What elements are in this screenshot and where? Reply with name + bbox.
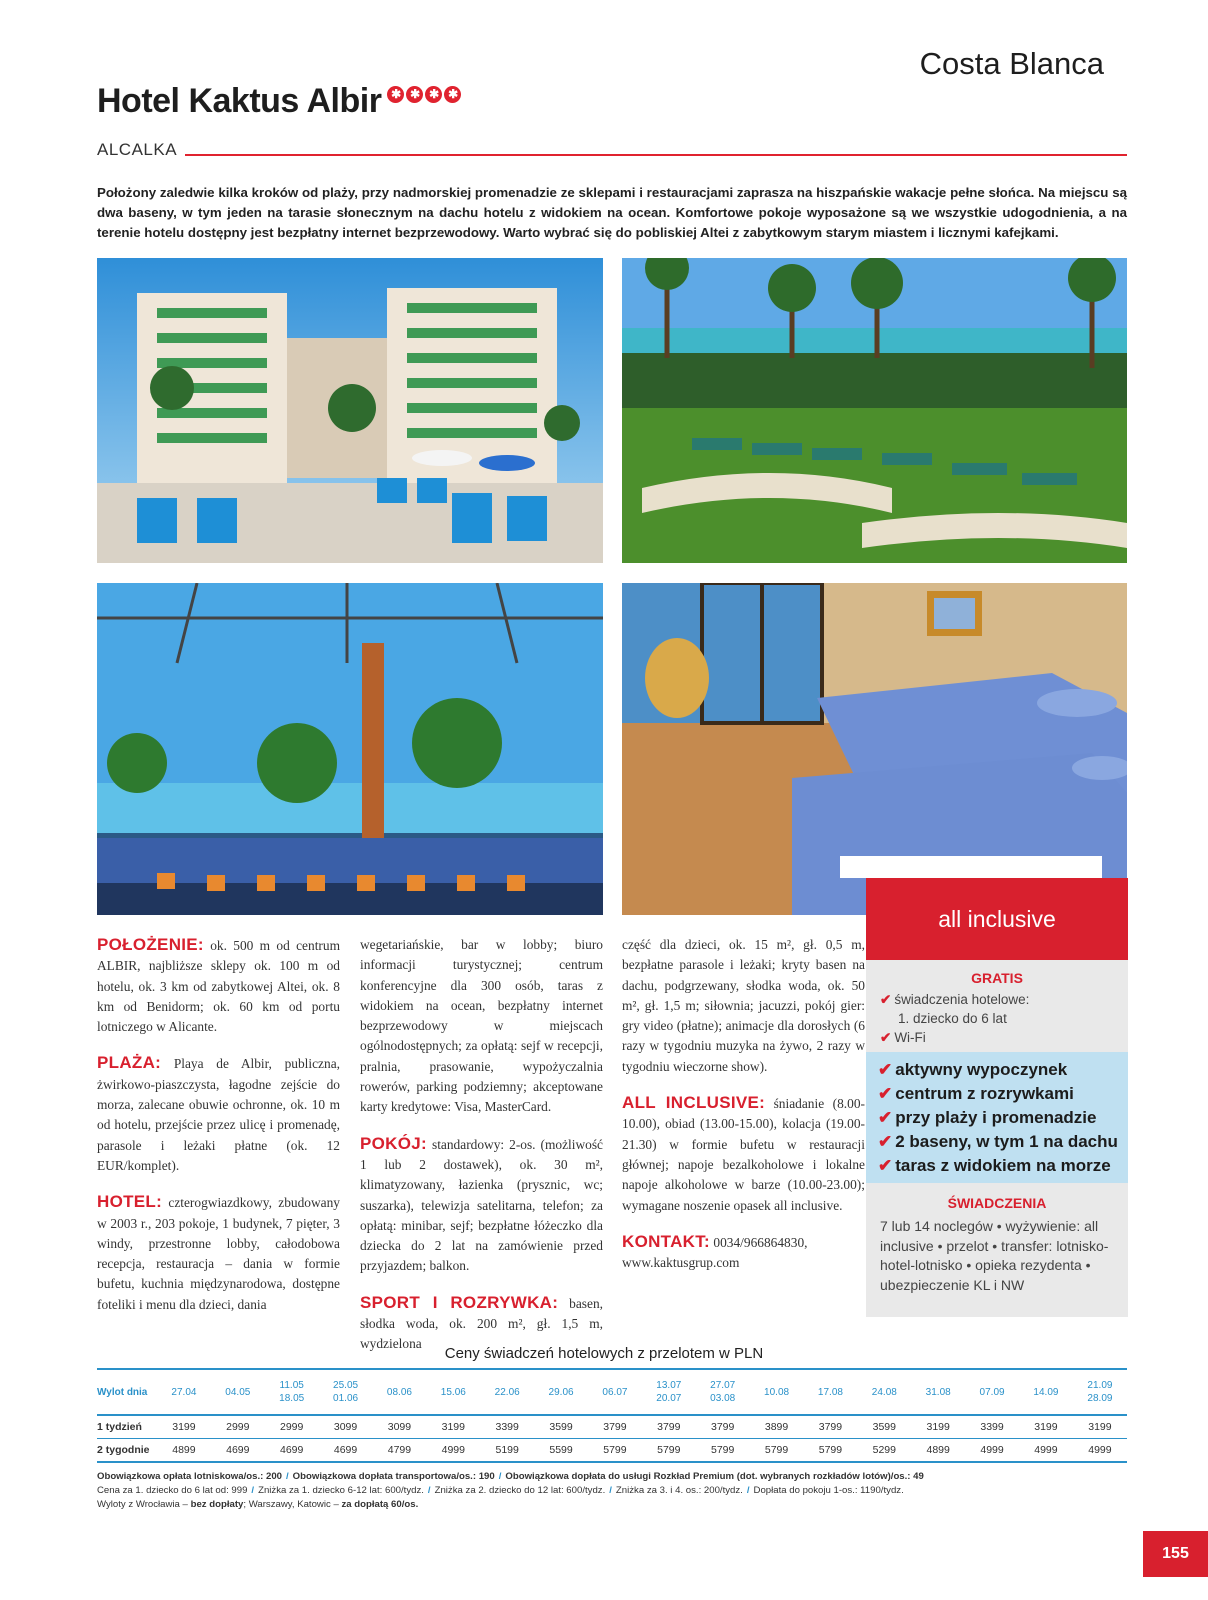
table-price-cell: 4799 bbox=[373, 1439, 427, 1463]
contact-phone: 0034/966864830, bbox=[713, 1234, 808, 1250]
section-text-polozenie: ok. 500 m od centrum ALBIR, najbliższe sklepy ok. 100 m od hotelu, ok. 3 km od zabytkowej Altei, ok. 8 km od Benidorm; ok. 60 km od portu lotniczego w Alicante. bbox=[97, 938, 340, 1035]
table-price-cell: 3099 bbox=[319, 1415, 373, 1439]
table-price-cell: 5799 bbox=[696, 1439, 750, 1463]
table-date-cell: 31.08 bbox=[911, 1369, 965, 1415]
table-date-cell: 13.07 20.07 bbox=[642, 1369, 696, 1415]
table-date-cell: 04.05 bbox=[211, 1369, 265, 1415]
table-price-cell: 3099 bbox=[373, 1415, 427, 1439]
header-divider bbox=[185, 154, 1127, 156]
table-price-cell: 4999 bbox=[1073, 1439, 1127, 1463]
check-icon: ✔ bbox=[878, 1084, 893, 1103]
table-price-cell: 4999 bbox=[965, 1439, 1019, 1463]
section-heading-plaza: PLAŻA: bbox=[97, 1053, 162, 1073]
notes-line-2: Cena za 1. dziecko do 6 lat od: 999 / Zniżka za 1. dziecko 6-12 lat: 600/tydz. / Zniżka za 2. dziecko do 12 lat: 600/tydz. / Zniżka za 3. i 4. os.: 200/tydz. / Dopłata do pokoju 1-os.: 1190/tydz. bbox=[97, 1485, 904, 1496]
feature-item: ✔ centrum z rozrywkami bbox=[878, 1084, 1074, 1103]
check-icon: ✔ bbox=[880, 1030, 892, 1045]
table-date-cell: 21.09 28.09 bbox=[1073, 1369, 1127, 1415]
table-price-cell: 3399 bbox=[965, 1415, 1019, 1439]
photo-garden-terrace bbox=[622, 258, 1127, 563]
table-price-cell: 3599 bbox=[534, 1415, 588, 1439]
gratis-panel bbox=[866, 960, 1128, 1052]
swiadczenia-panel bbox=[866, 1183, 1128, 1317]
all-inclusive-banner: all inclusive bbox=[866, 878, 1128, 960]
gratis-item: 1. dziecko do 6 lat bbox=[898, 1011, 1007, 1026]
table-date-cell: 27.07 03.08 bbox=[696, 1369, 750, 1415]
table-date-cell: 25.05 01.06 bbox=[319, 1369, 373, 1415]
table-price-cell: 4999 bbox=[426, 1439, 480, 1463]
table-price-cell: 5199 bbox=[480, 1439, 534, 1463]
section-heading-polozenie: POŁOŻENIE: bbox=[97, 935, 204, 954]
gratis-item: ✔ świadczenia hotelowe: bbox=[880, 992, 1030, 1007]
note-single-supplement: Dopłata do pokoju 1-os.: 1190/tydz. bbox=[753, 1485, 904, 1496]
price-table bbox=[97, 1368, 1127, 1463]
offer-sidebox bbox=[866, 878, 1128, 1317]
table-header-label: Wylot dnia bbox=[97, 1369, 157, 1415]
star-icon: ✱ bbox=[406, 86, 423, 103]
table-date-cell: 08.06 bbox=[373, 1369, 427, 1415]
table-row bbox=[97, 1439, 1127, 1463]
section-text-plaza: Playa de Albir, publiczna, żwirkowo-piaszczysta, łagodne zejście do morza, zalecane obuwie ochronne, ok. 10 m od hotelu, przejście przez ulicę i promenadę, parasole i leżaki płatne (ok. 12 EUR/komplet). bbox=[97, 1056, 340, 1173]
photo-pool-bar bbox=[97, 583, 603, 915]
note-premium-fee: Obowiązkowa dopłata do usługi Rozkład Premium (dot. wybranych rozkładów lotów)/os.: 49 bbox=[505, 1471, 924, 1482]
price-table-title: Ceny świadczeń hotelowych z przelotem w PLN bbox=[444, 1345, 764, 1362]
table-price-cell: 3599 bbox=[857, 1415, 911, 1439]
features-panel bbox=[866, 1052, 1128, 1183]
swiadczenia-title: ŚWIADCZENIA bbox=[947, 1195, 1047, 1211]
region-name: Costa Blanca bbox=[919, 46, 1104, 81]
table-date-cell: 17.08 bbox=[804, 1369, 858, 1415]
table-date-cell: 24.08 bbox=[857, 1369, 911, 1415]
gratis-item: ✔ Wi-Fi bbox=[880, 1030, 926, 1045]
table-price-cell: 4899 bbox=[911, 1439, 965, 1463]
table-price-cell: 3799 bbox=[804, 1415, 858, 1439]
banner-notch bbox=[840, 856, 1102, 878]
table-price-cell: 3199 bbox=[911, 1415, 965, 1439]
photo-hotel-exterior bbox=[97, 258, 603, 563]
table-date-cell: 11.05 18.05 bbox=[265, 1369, 319, 1415]
note-child-price: Cena za 1. dziecko do 6 lat od: 999 bbox=[97, 1485, 248, 1496]
table-price-cell: 4699 bbox=[265, 1439, 319, 1463]
table-price-cell: 5299 bbox=[857, 1439, 911, 1463]
note-transport-fee: Obowiązkowa dopłata transportowa/os.: 190 bbox=[292, 1471, 495, 1482]
swiadczenia-text: 7 lub 14 noclegów • wyżywienie: all inclusive • przelot • transfer: lotnisko-hotel-lotnisko • opieka rezydenta • ubezpieczenie KL i NW bbox=[880, 1218, 1109, 1293]
table-price-cell: 3199 bbox=[426, 1415, 480, 1439]
table-date-cell: 07.09 bbox=[965, 1369, 1019, 1415]
feature-item: ✔ przy plaży i promenadzie bbox=[878, 1108, 1097, 1127]
hotel-title bbox=[97, 82, 463, 125]
table-price-cell: 3199 bbox=[157, 1415, 211, 1439]
intro-paragraph: Położony zaledwie kilka kroków od plaży, przy nadmorskiej promenadzie ze sklepami i restauracjami zaprasza na hiszpańskie wakacje pełne słońca. Na miejscu są dwa baseny, w tym jeden na tarasie słonecznym na dachu hotelu z widokiem na ocean. Komfortowe pokoje wyposażone są we wszystkie udogodnienia, a na terenie hotelu dostępny jest bezpłatny internet bezprzewodowy. Warto wybrać się do pobliskiej Altei z zabytkowym starym miastem i licznymi kafejkami. bbox=[97, 185, 1127, 240]
section-text-hotel: czterogwiazdkowy, zbudowany w 2003 r., 203 pokoje, 1 budynek, 7 pięter, 3 windy, przestronne lobby, całodobowa recepcja, restauracja – dania w formie bufetu, kuchnia międzynarodowa, dostępne foteliki i menu dla dzieci, dania bbox=[97, 1195, 340, 1312]
section-heading-sport: SPORT I ROZRYWKA: bbox=[360, 1292, 559, 1312]
table-date-cell: 22.06 bbox=[480, 1369, 534, 1415]
table-price-cell: 3899 bbox=[750, 1415, 804, 1439]
notes-line-3: Wyloty z Wrocławia – bez dopłaty; Warszawy, Katowic – za dopłatą 60/os. bbox=[97, 1499, 419, 1510]
star-rating bbox=[387, 86, 463, 125]
note-airport-fee: Obowiązkowa opłata lotniskowa/os.: 200 bbox=[97, 1471, 282, 1482]
check-icon: ✔ bbox=[878, 1108, 893, 1127]
table-date-cell: 10.08 bbox=[750, 1369, 804, 1415]
table-price-cell: 4699 bbox=[319, 1439, 373, 1463]
table-price-cell: 5799 bbox=[588, 1439, 642, 1463]
table-price-cell: 4699 bbox=[211, 1439, 265, 1463]
table-date-cell: 27.04 bbox=[157, 1369, 211, 1415]
star-icon: ✱ bbox=[387, 86, 404, 103]
section-text-hotel-continued: wegetariańskie, bar w lobby; biuro informacji turystycznej; centrum konferencyjne dla 300 osób, taras z widokiem na ocean, bezpłatny internet bezprzewodowy w miejscach ogólnodostępnych; za opłatą: sejf w recepcji, pralnia, prasowanie, wypożyczalnia rowerów, parking podziemny; akceptowane karty kredytowe: Visa, MasterCard. bbox=[360, 937, 603, 1115]
note-discount-1: Zniżka za 1. dziecko 6-12 lat: 600/tydz. bbox=[258, 1485, 424, 1496]
gratis-title: GRATIS bbox=[971, 970, 1023, 986]
table-date-cell: 14.09 bbox=[1019, 1369, 1073, 1415]
table-price-cell: 3799 bbox=[696, 1415, 750, 1439]
table-row-label: 2 tygodnie bbox=[97, 1439, 157, 1463]
location-label: ALCALKA bbox=[97, 140, 178, 159]
table-price-cell: 5799 bbox=[750, 1439, 804, 1463]
table-price-cell: 4899 bbox=[157, 1439, 211, 1463]
table-price-cell: 5799 bbox=[642, 1439, 696, 1463]
star-icon: ✱ bbox=[444, 86, 461, 103]
text-column-1 bbox=[97, 935, 340, 1331]
section-text-pokoj: standardowy: 2-os. (możliwość 1 lub 2 dostawek), ok. 30 m², klimatyzowany, łazienka (prysznic, wc; suszarka), telewizja satelitarna, telefon; za opłatą: minibar, sejf; bezpłatne łóżeczko dla dziecka do 2 lat na zamówienie przed przyjazdem; balkon. bbox=[360, 1136, 603, 1274]
table-price-cell: 5599 bbox=[534, 1439, 588, 1463]
feature-item: ✔ taras z widokiem na morze bbox=[878, 1156, 1111, 1175]
check-icon: ✔ bbox=[880, 992, 892, 1007]
table-price-cell: 2999 bbox=[265, 1415, 319, 1439]
note-discount-2: Zniżka za 2. dziecko do 12 lat: 600/tydz. bbox=[434, 1485, 606, 1496]
table-price-cell: 3199 bbox=[1073, 1415, 1127, 1439]
section-text-all-inclusive: śniadanie (8.00-10.00), obiad (13.00-15.00), kolacja (19.00-21.30) w formie bufetu w restauracji głównej; napoje bezalkoholowe i lokalne napoje alkoholowe w barze (10.00-23.00); wymagane noszenie opasek all inclusive. bbox=[622, 1096, 865, 1213]
section-text-sport: basen, słodka woda, ok. 200 m², gł. 1,5 m, wydzielona bbox=[360, 1295, 603, 1352]
table-price-cell: 2999 bbox=[211, 1415, 265, 1439]
check-icon: ✔ bbox=[878, 1060, 893, 1079]
hotel-name: Hotel Kaktus Albir bbox=[97, 82, 382, 120]
table-price-cell: 3199 bbox=[1019, 1415, 1073, 1439]
contact-website-link[interactable]: www.kaktusgrup.com bbox=[622, 1255, 740, 1271]
table-row bbox=[97, 1415, 1127, 1439]
table-price-cell: 4999 bbox=[1019, 1439, 1073, 1463]
page-number: 155 bbox=[1143, 1531, 1208, 1577]
table-date-cell: 29.06 bbox=[534, 1369, 588, 1415]
section-text-sport-continued: część dla dzieci, ok. 15 m², gł. 0,5 m, bezpłatne parasole i leżaki; kryty basen na dachu, podgrzewany, słodka woda, ok. 50 m², gł. 1,5 m; siłownia; jacuzzi, pokój gier: gry video (płatne); animacje dla dorosłych (6 razy w tygodniu muzyka na żywo, 2 razy w tygodniu wieczorne show). bbox=[622, 937, 865, 1074]
text-column-3 bbox=[622, 935, 865, 1289]
note-discount-3: Zniżka za 3. i 4. os.: 200/tydz. bbox=[615, 1485, 743, 1496]
notes-line-1: Obowiązkowa opłata lotniskowa/os.: 200 / Obowiązkowa dopłata transportowa/os.: 190 / Obowiązkowa dopłata do usługi Rozkład Premium (dot. wybranych rozkładów lotów)/os.: 49 bbox=[97, 1471, 924, 1482]
section-heading-all-inclusive: ALL INCLUSIVE: bbox=[622, 1093, 766, 1113]
check-icon: ✔ bbox=[878, 1132, 893, 1151]
text-column-2 bbox=[360, 935, 603, 1371]
feature-item: ✔ 2 baseny, w tym 1 na dachu bbox=[878, 1132, 1118, 1151]
price-notes bbox=[97, 1470, 1127, 1512]
table-price-cell: 3399 bbox=[480, 1415, 534, 1439]
section-heading-pokoj: POKÓJ: bbox=[360, 1133, 427, 1153]
table-price-cell: 3799 bbox=[642, 1415, 696, 1439]
section-heading-hotel: HOTEL: bbox=[97, 1192, 163, 1212]
check-icon: ✔ bbox=[878, 1156, 893, 1175]
table-row-label: 1 tydzień bbox=[97, 1415, 157, 1439]
section-heading-kontakt: KONTAKT: bbox=[622, 1231, 711, 1251]
table-price-cell: 5799 bbox=[804, 1439, 858, 1463]
table-price-cell: 3799 bbox=[588, 1415, 642, 1439]
table-date-cell: 06.07 bbox=[588, 1369, 642, 1415]
table-date-cell: 15.06 bbox=[426, 1369, 480, 1415]
star-icon: ✱ bbox=[425, 86, 442, 103]
feature-item: ✔ aktywny wypoczynek bbox=[878, 1060, 1068, 1079]
